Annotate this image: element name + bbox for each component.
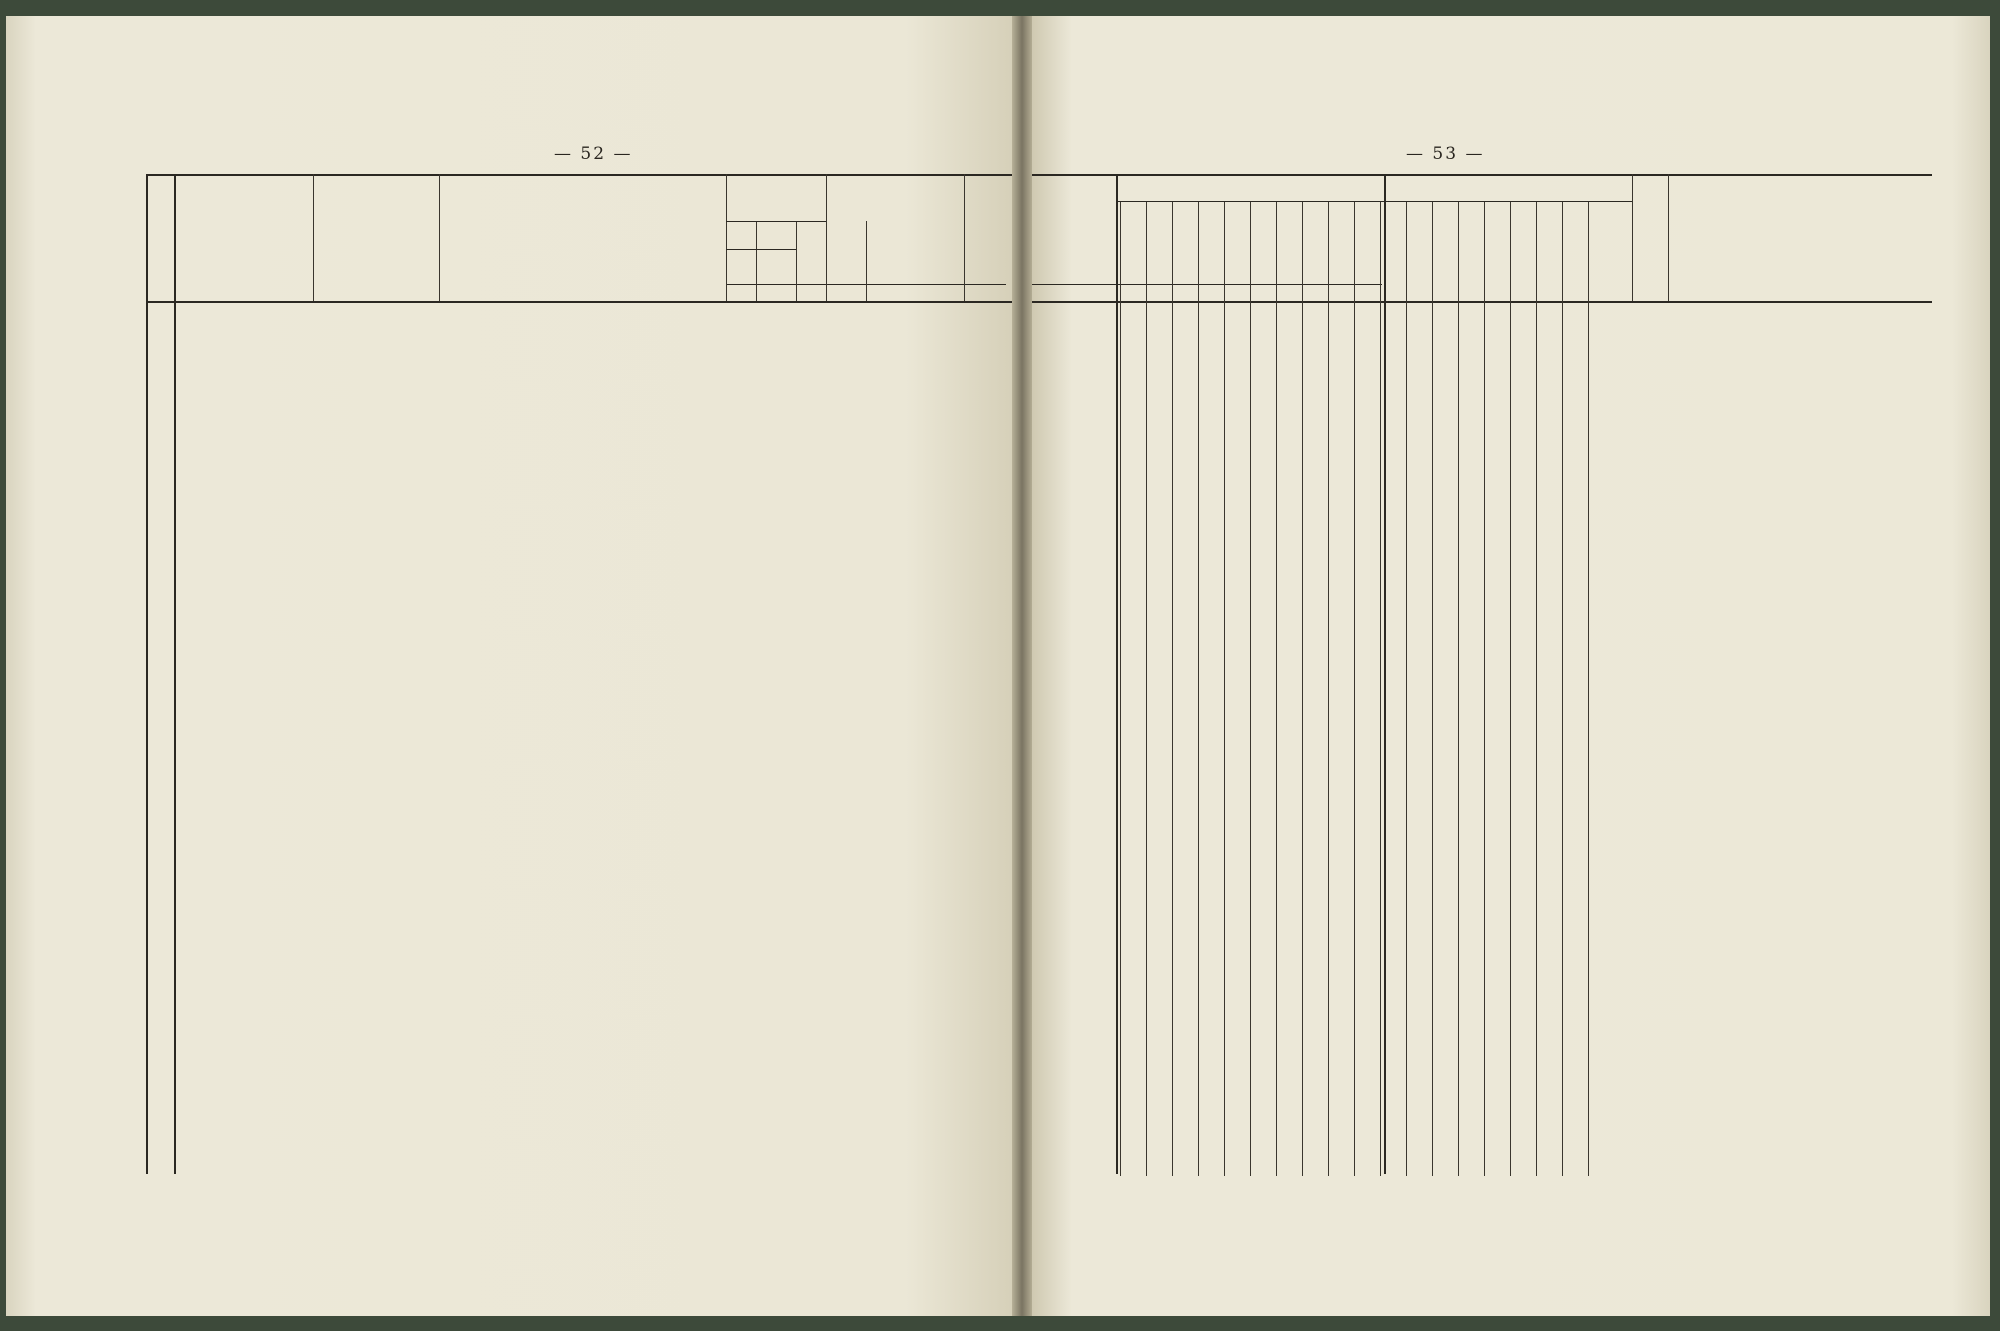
header-sub-rule — [1032, 284, 1382, 285]
page-number-left: — 52 — — [554, 144, 633, 164]
header-bottom-rule — [1032, 301, 1932, 303]
column-rule-left — [146, 174, 148, 1174]
column-rule-left — [964, 174, 965, 301]
column-rule-right — [1484, 201, 1485, 1176]
column-rule-right — [1510, 201, 1511, 1176]
column-rule-right — [1276, 201, 1277, 1176]
column-rule-left — [726, 174, 727, 301]
header-bottom-rule — [146, 301, 1012, 303]
header-top-rule — [1032, 174, 1932, 176]
privat-sub-rule — [726, 249, 796, 250]
column-rule-right — [1588, 201, 1589, 1176]
column-rule-right — [1116, 174, 1118, 1174]
column-rule-right — [1302, 201, 1303, 1176]
right-page — [1032, 16, 1990, 1316]
column-rule-right — [1562, 201, 1563, 1176]
column-rule-left — [439, 174, 440, 301]
column-rule-left — [756, 221, 757, 301]
column-rule-right — [1120, 201, 1121, 1176]
column-rule-left — [826, 174, 827, 301]
column-rule-left — [796, 221, 797, 301]
book-gutter — [1012, 16, 1032, 1316]
column-rule-right — [1668, 174, 1669, 301]
column-rule-right — [1458, 201, 1459, 1176]
column-rule-right — [1536, 201, 1537, 1176]
left-page — [6, 16, 1012, 1316]
column-rule-right — [1224, 201, 1225, 1176]
column-rule-right — [1432, 201, 1433, 1176]
column-rule-left — [866, 221, 867, 301]
column-rule-left — [174, 174, 176, 1174]
column-rule-right — [1250, 201, 1251, 1176]
column-rule-left — [313, 174, 314, 301]
open-book — [6, 16, 1990, 1316]
column-rule-right — [1632, 174, 1633, 301]
column-rule-right — [1406, 201, 1407, 1176]
column-rule-right — [1146, 201, 1147, 1176]
privat-rule — [726, 221, 826, 222]
column-rule-right — [1198, 201, 1199, 1176]
column-rule-right — [1380, 201, 1381, 1176]
column-rule-right — [1384, 174, 1386, 1174]
game-subheader-rule — [1116, 201, 1632, 202]
header-top-rule — [146, 174, 1012, 176]
column-rule-right — [1354, 201, 1355, 1176]
column-rule-right — [1172, 201, 1173, 1176]
header-durchschnitt — [1034, 194, 1056, 284]
column-rule-right — [1328, 201, 1329, 1176]
page-number-right: — 53 — — [1406, 144, 1485, 164]
